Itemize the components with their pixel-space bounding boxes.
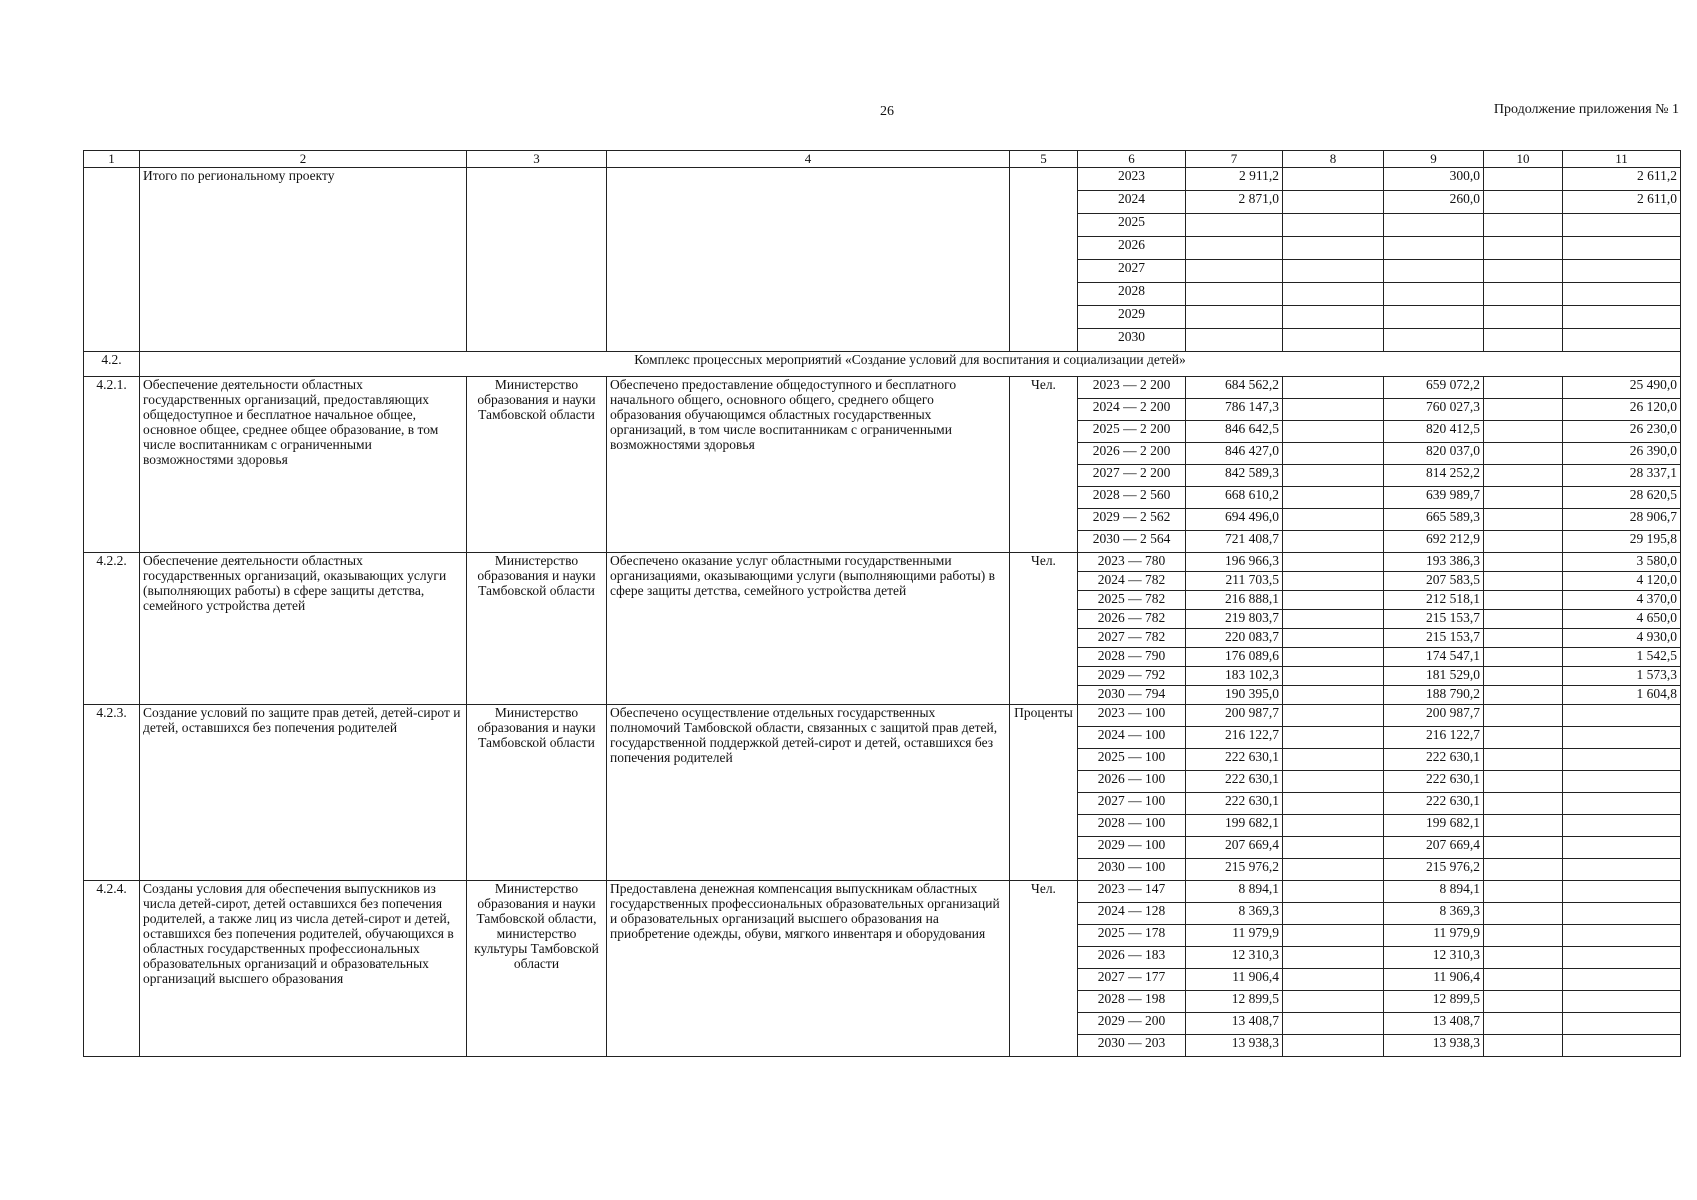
extra-budget xyxy=(1563,815,1681,837)
total-amount: 207 669,4 xyxy=(1186,837,1283,859)
regional-budget: 12 310,3 xyxy=(1384,947,1484,969)
extra-budget xyxy=(1563,727,1681,749)
year-target: 2030 — 100 xyxy=(1078,859,1186,881)
page-number: 26 xyxy=(880,104,894,119)
extra-budget xyxy=(1563,283,1681,306)
extra-budget: 4 370,0 xyxy=(1563,591,1681,610)
local-budget xyxy=(1484,881,1563,903)
column-header: 10 xyxy=(1484,151,1563,168)
regional-budget: 222 630,1 xyxy=(1384,793,1484,815)
total-amount: 183 102,3 xyxy=(1186,667,1283,686)
extra-budget: 1 542,5 xyxy=(1563,648,1681,667)
federal-budget xyxy=(1283,465,1384,487)
local-budget xyxy=(1484,859,1563,881)
total-amount: 8 894,1 xyxy=(1186,881,1283,903)
federal-budget xyxy=(1283,553,1384,572)
year-target: 2024 — 128 xyxy=(1078,903,1186,925)
total-amount: 694 496,0 xyxy=(1186,509,1283,531)
regional-budget xyxy=(1384,329,1484,352)
item-number: 4.2.4. xyxy=(84,881,140,1057)
local-budget xyxy=(1484,925,1563,947)
year-target: 2028 xyxy=(1078,283,1186,306)
local-budget xyxy=(1484,377,1563,399)
local-budget xyxy=(1484,667,1563,686)
local-budget xyxy=(1484,947,1563,969)
federal-budget xyxy=(1283,531,1384,553)
federal-budget xyxy=(1283,237,1384,260)
extra-budget: 4 650,0 xyxy=(1563,610,1681,629)
local-budget xyxy=(1484,591,1563,610)
federal-budget xyxy=(1283,925,1384,947)
regional-budget xyxy=(1384,283,1484,306)
total-amount xyxy=(1186,214,1283,237)
item-result: Обеспечено оказание услуг областными государственными организациями, оказывающими услуги (выполняющими работы) в сфере защиты детства, семейного устройства детей xyxy=(607,553,1010,705)
year-target: 2030 xyxy=(1078,329,1186,352)
table-row xyxy=(84,881,1681,903)
executor xyxy=(467,168,607,352)
year-target: 2029 — 200 xyxy=(1078,1013,1186,1035)
local-budget xyxy=(1484,793,1563,815)
item-result: Обеспечено предоставление общедоступного и бесплатного начального общего, основного общего, среднего общего образования обучающимся областных государственных организаций, в том числе воспитанникам с ограниченными возможностями здоровья xyxy=(607,377,1010,553)
regional-budget: 222 630,1 xyxy=(1384,749,1484,771)
local-budget xyxy=(1484,399,1563,421)
extra-budget xyxy=(1563,925,1681,947)
federal-budget xyxy=(1283,591,1384,610)
regional-budget: 216 122,7 xyxy=(1384,727,1484,749)
year-target: 2025 — 100 xyxy=(1078,749,1186,771)
item-executor: Министерство образования и науки Тамбовской области xyxy=(467,705,607,881)
total-amount: 216 122,7 xyxy=(1186,727,1283,749)
regional-budget xyxy=(1384,237,1484,260)
federal-budget xyxy=(1283,771,1384,793)
local-budget xyxy=(1484,531,1563,553)
total-title: Итого по региональному проекту xyxy=(140,168,467,352)
year-target: 2023 — 2 200 xyxy=(1078,377,1186,399)
extra-budget: 4 930,0 xyxy=(1563,629,1681,648)
item-name: Обеспечение деятельности областных государственных организаций, оказывающих услуги (выполняющих работы) в сфере защиты детства, семейного устройства детей xyxy=(140,553,467,705)
federal-budget xyxy=(1283,837,1384,859)
table-row xyxy=(84,168,1681,191)
year-target: 2025 — 178 xyxy=(1078,925,1186,947)
federal-budget xyxy=(1283,705,1384,727)
extra-budget: 26 230,0 xyxy=(1563,421,1681,443)
extra-budget: 28 337,1 xyxy=(1563,465,1681,487)
column-header: 11 xyxy=(1563,151,1681,168)
year-target: 2023 — 100 xyxy=(1078,705,1186,727)
year-target: 2023 xyxy=(1078,168,1186,191)
total-amount xyxy=(1186,329,1283,352)
extra-budget: 29 195,8 xyxy=(1563,531,1681,553)
total-amount: 215 976,2 xyxy=(1186,859,1283,881)
extra-budget xyxy=(1563,749,1681,771)
item-number: 4.2.3. xyxy=(84,705,140,881)
local-budget xyxy=(1484,191,1563,214)
row-number xyxy=(84,168,140,352)
year-target: 2027 xyxy=(1078,260,1186,283)
extra-budget: 2 611,0 xyxy=(1563,191,1681,214)
regional-budget: 12 899,5 xyxy=(1384,991,1484,1013)
extra-budget: 28 906,7 xyxy=(1563,509,1681,531)
extra-budget: 26 390,0 xyxy=(1563,443,1681,465)
federal-budget xyxy=(1283,947,1384,969)
federal-budget xyxy=(1283,667,1384,686)
local-budget xyxy=(1484,283,1563,306)
extra-budget xyxy=(1563,837,1681,859)
total-amount: 684 562,2 xyxy=(1186,377,1283,399)
total-amount: 216 888,1 xyxy=(1186,591,1283,610)
regional-budget xyxy=(1384,260,1484,283)
local-budget xyxy=(1484,837,1563,859)
year-target: 2028 — 198 xyxy=(1078,991,1186,1013)
item-unit: Чел. xyxy=(1010,377,1078,553)
item-number: 4.2.2. xyxy=(84,553,140,705)
year-target: 2024 — 2 200 xyxy=(1078,399,1186,421)
column-header: 6 xyxy=(1078,151,1186,168)
local-budget xyxy=(1484,553,1563,572)
year-target: 2026 — 100 xyxy=(1078,771,1186,793)
total-amount: 222 630,1 xyxy=(1186,749,1283,771)
regional-budget: 200 987,7 xyxy=(1384,705,1484,727)
regional-budget: 13 938,3 xyxy=(1384,1035,1484,1057)
total-amount: 190 395,0 xyxy=(1186,686,1283,705)
extra-budget: 25 490,0 xyxy=(1563,377,1681,399)
federal-budget xyxy=(1283,815,1384,837)
year-target: 2027 — 2 200 xyxy=(1078,465,1186,487)
extra-budget: 28 620,5 xyxy=(1563,487,1681,509)
year-target: 2030 — 203 xyxy=(1078,1035,1186,1057)
year-target: 2029 — 792 xyxy=(1078,667,1186,686)
total-amount: 222 630,1 xyxy=(1186,793,1283,815)
regional-budget: 174 547,1 xyxy=(1384,648,1484,667)
federal-budget xyxy=(1283,969,1384,991)
local-budget xyxy=(1484,610,1563,629)
federal-budget xyxy=(1283,749,1384,771)
total-amount: 8 369,3 xyxy=(1186,903,1283,925)
year-target: 2023 — 147 xyxy=(1078,881,1186,903)
extra-budget xyxy=(1563,306,1681,329)
federal-budget xyxy=(1283,648,1384,667)
year-target: 2027 — 100 xyxy=(1078,793,1186,815)
year-target: 2028 — 100 xyxy=(1078,815,1186,837)
local-budget xyxy=(1484,237,1563,260)
federal-budget xyxy=(1283,214,1384,237)
total-amount: 200 987,7 xyxy=(1186,705,1283,727)
local-budget xyxy=(1484,329,1563,352)
federal-budget xyxy=(1283,903,1384,925)
regional-budget: 207 669,4 xyxy=(1384,837,1484,859)
extra-budget xyxy=(1563,881,1681,903)
regional-budget: 188 790,2 xyxy=(1384,686,1484,705)
local-budget xyxy=(1484,991,1563,1013)
regional-budget xyxy=(1384,306,1484,329)
total-amount: 199 682,1 xyxy=(1186,815,1283,837)
extra-budget xyxy=(1563,705,1681,727)
federal-budget xyxy=(1283,260,1384,283)
local-budget xyxy=(1484,727,1563,749)
federal-budget xyxy=(1283,329,1384,352)
local-budget xyxy=(1484,705,1563,727)
federal-budget xyxy=(1283,191,1384,214)
item-result: Обеспечено осуществление отдельных государственных полномочий Тамбовской области, связанных с защитой прав детей, государственной поддержкой детей-сирот и детей, оставшихся без попечения родителей xyxy=(607,705,1010,881)
item-unit: Чел. xyxy=(1010,553,1078,705)
local-budget xyxy=(1484,969,1563,991)
column-header: 7 xyxy=(1186,151,1283,168)
local-budget xyxy=(1484,214,1563,237)
regional-budget: 181 529,0 xyxy=(1384,667,1484,686)
federal-budget xyxy=(1283,443,1384,465)
item-executor: Министерство образования и науки Тамбовской области, министерство культуры Тамбовской области xyxy=(467,881,607,1057)
regional-budget: 300,0 xyxy=(1384,168,1484,191)
year-target: 2025 xyxy=(1078,214,1186,237)
column-header: 5 xyxy=(1010,151,1078,168)
total-amount: 11 906,4 xyxy=(1186,969,1283,991)
extra-budget xyxy=(1563,237,1681,260)
item-result: Предоставлена денежная компенсация выпускникам областных государственных профессиональных образовательных организаций и образовательных организаций высшего образования на приобретение одежды, обуви, мягкого инвентаря и оборудования xyxy=(607,881,1010,1057)
total-amount xyxy=(1186,283,1283,306)
extra-budget xyxy=(1563,947,1681,969)
table-row xyxy=(84,377,1681,399)
federal-budget xyxy=(1283,1013,1384,1035)
local-budget xyxy=(1484,443,1563,465)
total-amount xyxy=(1186,306,1283,329)
federal-budget xyxy=(1283,168,1384,191)
extra-budget xyxy=(1563,260,1681,283)
column-header: 9 xyxy=(1384,151,1484,168)
unit xyxy=(1010,168,1078,352)
item-executor: Министерство образования и науки Тамбовской области xyxy=(467,553,607,705)
total-amount: 196 966,3 xyxy=(1186,553,1283,572)
year-target: 2026 — 782 xyxy=(1078,610,1186,629)
item-number: 4.2.1. xyxy=(84,377,140,553)
regional-budget: 11 979,9 xyxy=(1384,925,1484,947)
year-target: 2028 — 2 560 xyxy=(1078,487,1186,509)
column-header: 4 xyxy=(607,151,1010,168)
federal-budget xyxy=(1283,509,1384,531)
column-header: 1 xyxy=(84,151,140,168)
regional-budget: 8 369,3 xyxy=(1384,903,1484,925)
local-budget xyxy=(1484,815,1563,837)
federal-budget xyxy=(1283,421,1384,443)
extra-budget xyxy=(1563,793,1681,815)
regional-budget: 207 583,5 xyxy=(1384,572,1484,591)
total-amount: 12 310,3 xyxy=(1186,947,1283,969)
item-name: Обеспечение деятельности областных государственных организаций, предоставляющих общедоступное и бесплатное начальное общее, основное общее, среднее общее образование, в том числе воспитанникам с ограниченными возможностями здоровья xyxy=(140,377,467,553)
regional-budget: 193 386,3 xyxy=(1384,553,1484,572)
total-amount: 11 979,9 xyxy=(1186,925,1283,947)
year-target: 2027 — 177 xyxy=(1078,969,1186,991)
extra-budget: 3 580,0 xyxy=(1563,553,1681,572)
local-budget xyxy=(1484,168,1563,191)
year-target: 2030 — 2 564 xyxy=(1078,531,1186,553)
year-target: 2029 — 100 xyxy=(1078,837,1186,859)
total-amount: 721 408,7 xyxy=(1186,531,1283,553)
extra-budget: 1 604,8 xyxy=(1563,686,1681,705)
year-target: 2024 — 782 xyxy=(1078,572,1186,591)
extra-budget xyxy=(1563,991,1681,1013)
section-row xyxy=(84,352,1681,377)
local-budget xyxy=(1484,306,1563,329)
table-row xyxy=(84,705,1681,727)
local-budget xyxy=(1484,686,1563,705)
regional-budget: 692 212,9 xyxy=(1384,531,1484,553)
result xyxy=(607,168,1010,352)
total-amount: 2 871,0 xyxy=(1186,191,1283,214)
year-target: 2025 — 782 xyxy=(1078,591,1186,610)
regional-budget: 814 252,2 xyxy=(1384,465,1484,487)
item-name: Создание условий по защите прав детей, детей-сирот и детей, оставшихся без попечения родителей xyxy=(140,705,467,881)
regional-budget: 215 153,7 xyxy=(1384,610,1484,629)
federal-budget xyxy=(1283,859,1384,881)
section-number: 4.2. xyxy=(84,352,140,377)
regional-budget: 760 027,3 xyxy=(1384,399,1484,421)
year-target: 2029 xyxy=(1078,306,1186,329)
extra-budget xyxy=(1563,214,1681,237)
total-amount xyxy=(1186,260,1283,283)
year-target: 2026 xyxy=(1078,237,1186,260)
year-target: 2026 — 183 xyxy=(1078,947,1186,969)
extra-budget xyxy=(1563,329,1681,352)
extra-budget xyxy=(1563,903,1681,925)
year-target: 2026 — 2 200 xyxy=(1078,443,1186,465)
extra-budget: 1 573,3 xyxy=(1563,667,1681,686)
total-amount xyxy=(1186,237,1283,260)
item-unit: Проценты xyxy=(1010,705,1078,881)
federal-budget xyxy=(1283,881,1384,903)
total-amount: 668 610,2 xyxy=(1186,487,1283,509)
regional-budget xyxy=(1384,214,1484,237)
federal-budget xyxy=(1283,686,1384,705)
regional-budget: 665 589,3 xyxy=(1384,509,1484,531)
column-header: 3 xyxy=(467,151,607,168)
extra-budget xyxy=(1563,1035,1681,1057)
local-budget xyxy=(1484,749,1563,771)
extra-budget: 26 120,0 xyxy=(1563,399,1681,421)
federal-budget xyxy=(1283,306,1384,329)
local-budget xyxy=(1484,903,1563,925)
regional-budget: 13 408,7 xyxy=(1384,1013,1484,1035)
extra-budget xyxy=(1563,771,1681,793)
local-budget xyxy=(1484,1013,1563,1035)
total-amount: 211 703,5 xyxy=(1186,572,1283,591)
federal-budget xyxy=(1283,1035,1384,1057)
regional-budget: 659 072,2 xyxy=(1384,377,1484,399)
total-amount: 220 083,7 xyxy=(1186,629,1283,648)
federal-budget xyxy=(1283,991,1384,1013)
total-amount: 12 899,5 xyxy=(1186,991,1283,1013)
column-header: 8 xyxy=(1283,151,1384,168)
federal-budget xyxy=(1283,399,1384,421)
extra-budget: 2 611,2 xyxy=(1563,168,1681,191)
appendix-continuation-note: Продолжение приложения № 1 xyxy=(1493,102,1679,117)
extra-budget xyxy=(1563,859,1681,881)
regional-budget: 222 630,1 xyxy=(1384,771,1484,793)
local-budget xyxy=(1484,648,1563,667)
federal-budget xyxy=(1283,629,1384,648)
regional-budget: 820 037,0 xyxy=(1384,443,1484,465)
table-row xyxy=(84,553,1681,572)
federal-budget xyxy=(1283,377,1384,399)
year-target: 2024 xyxy=(1078,191,1186,214)
local-budget xyxy=(1484,465,1563,487)
federal-budget xyxy=(1283,572,1384,591)
total-amount: 176 089,6 xyxy=(1186,648,1283,667)
local-budget xyxy=(1484,629,1563,648)
total-amount: 846 642,5 xyxy=(1186,421,1283,443)
federal-budget xyxy=(1283,283,1384,306)
regional-budget: 11 906,4 xyxy=(1384,969,1484,991)
regional-budget: 215 976,2 xyxy=(1384,859,1484,881)
regional-budget: 260,0 xyxy=(1384,191,1484,214)
year-target: 2028 — 790 xyxy=(1078,648,1186,667)
regional-budget: 212 518,1 xyxy=(1384,591,1484,610)
total-amount: 786 147,3 xyxy=(1186,399,1283,421)
local-budget xyxy=(1484,1035,1563,1057)
regional-budget: 8 894,1 xyxy=(1384,881,1484,903)
total-amount: 846 427,0 xyxy=(1186,443,1283,465)
regional-budget: 820 412,5 xyxy=(1384,421,1484,443)
local-budget xyxy=(1484,771,1563,793)
regional-budget: 639 989,7 xyxy=(1384,487,1484,509)
item-executor: Министерство образования и науки Тамбовской области xyxy=(467,377,607,553)
year-target: 2025 — 2 200 xyxy=(1078,421,1186,443)
budget-table xyxy=(83,150,1681,1057)
regional-budget: 215 153,7 xyxy=(1384,629,1484,648)
local-budget xyxy=(1484,487,1563,509)
federal-budget xyxy=(1283,793,1384,815)
extra-budget xyxy=(1563,1013,1681,1035)
local-budget xyxy=(1484,572,1563,591)
regional-budget: 199 682,1 xyxy=(1384,815,1484,837)
year-target: 2024 — 100 xyxy=(1078,727,1186,749)
year-target: 2030 — 794 xyxy=(1078,686,1186,705)
section-title: Комплекс процессных мероприятий «Создание условий для воспитания и социализации детей» xyxy=(140,352,1681,377)
year-target: 2027 — 782 xyxy=(1078,629,1186,648)
federal-budget xyxy=(1283,727,1384,749)
total-amount: 842 589,3 xyxy=(1186,465,1283,487)
total-amount: 13 408,7 xyxy=(1186,1013,1283,1035)
column-header-row xyxy=(84,151,1681,168)
extra-budget xyxy=(1563,969,1681,991)
item-name: Созданы условия для обеспечения выпускников из числа детей-сирот, детей оставшихся без попечения родителей, а также лиц из числа детей-сирот и детей, оставшихся без попечения родителей, обучающихся в областных государственных профессиональных образовательных организаций и образовательных организаций высшего образования xyxy=(140,881,467,1057)
total-amount: 2 911,2 xyxy=(1186,168,1283,191)
total-amount: 222 630,1 xyxy=(1186,771,1283,793)
item-unit: Чел. xyxy=(1010,881,1078,1057)
year-target: 2029 — 2 562 xyxy=(1078,509,1186,531)
local-budget xyxy=(1484,260,1563,283)
extra-budget: 4 120,0 xyxy=(1563,572,1681,591)
total-amount: 13 938,3 xyxy=(1186,1035,1283,1057)
local-budget xyxy=(1484,509,1563,531)
local-budget xyxy=(1484,421,1563,443)
federal-budget xyxy=(1283,487,1384,509)
total-amount: 219 803,7 xyxy=(1186,610,1283,629)
federal-budget xyxy=(1283,610,1384,629)
column-header: 2 xyxy=(140,151,467,168)
year-target: 2023 — 780 xyxy=(1078,553,1186,572)
